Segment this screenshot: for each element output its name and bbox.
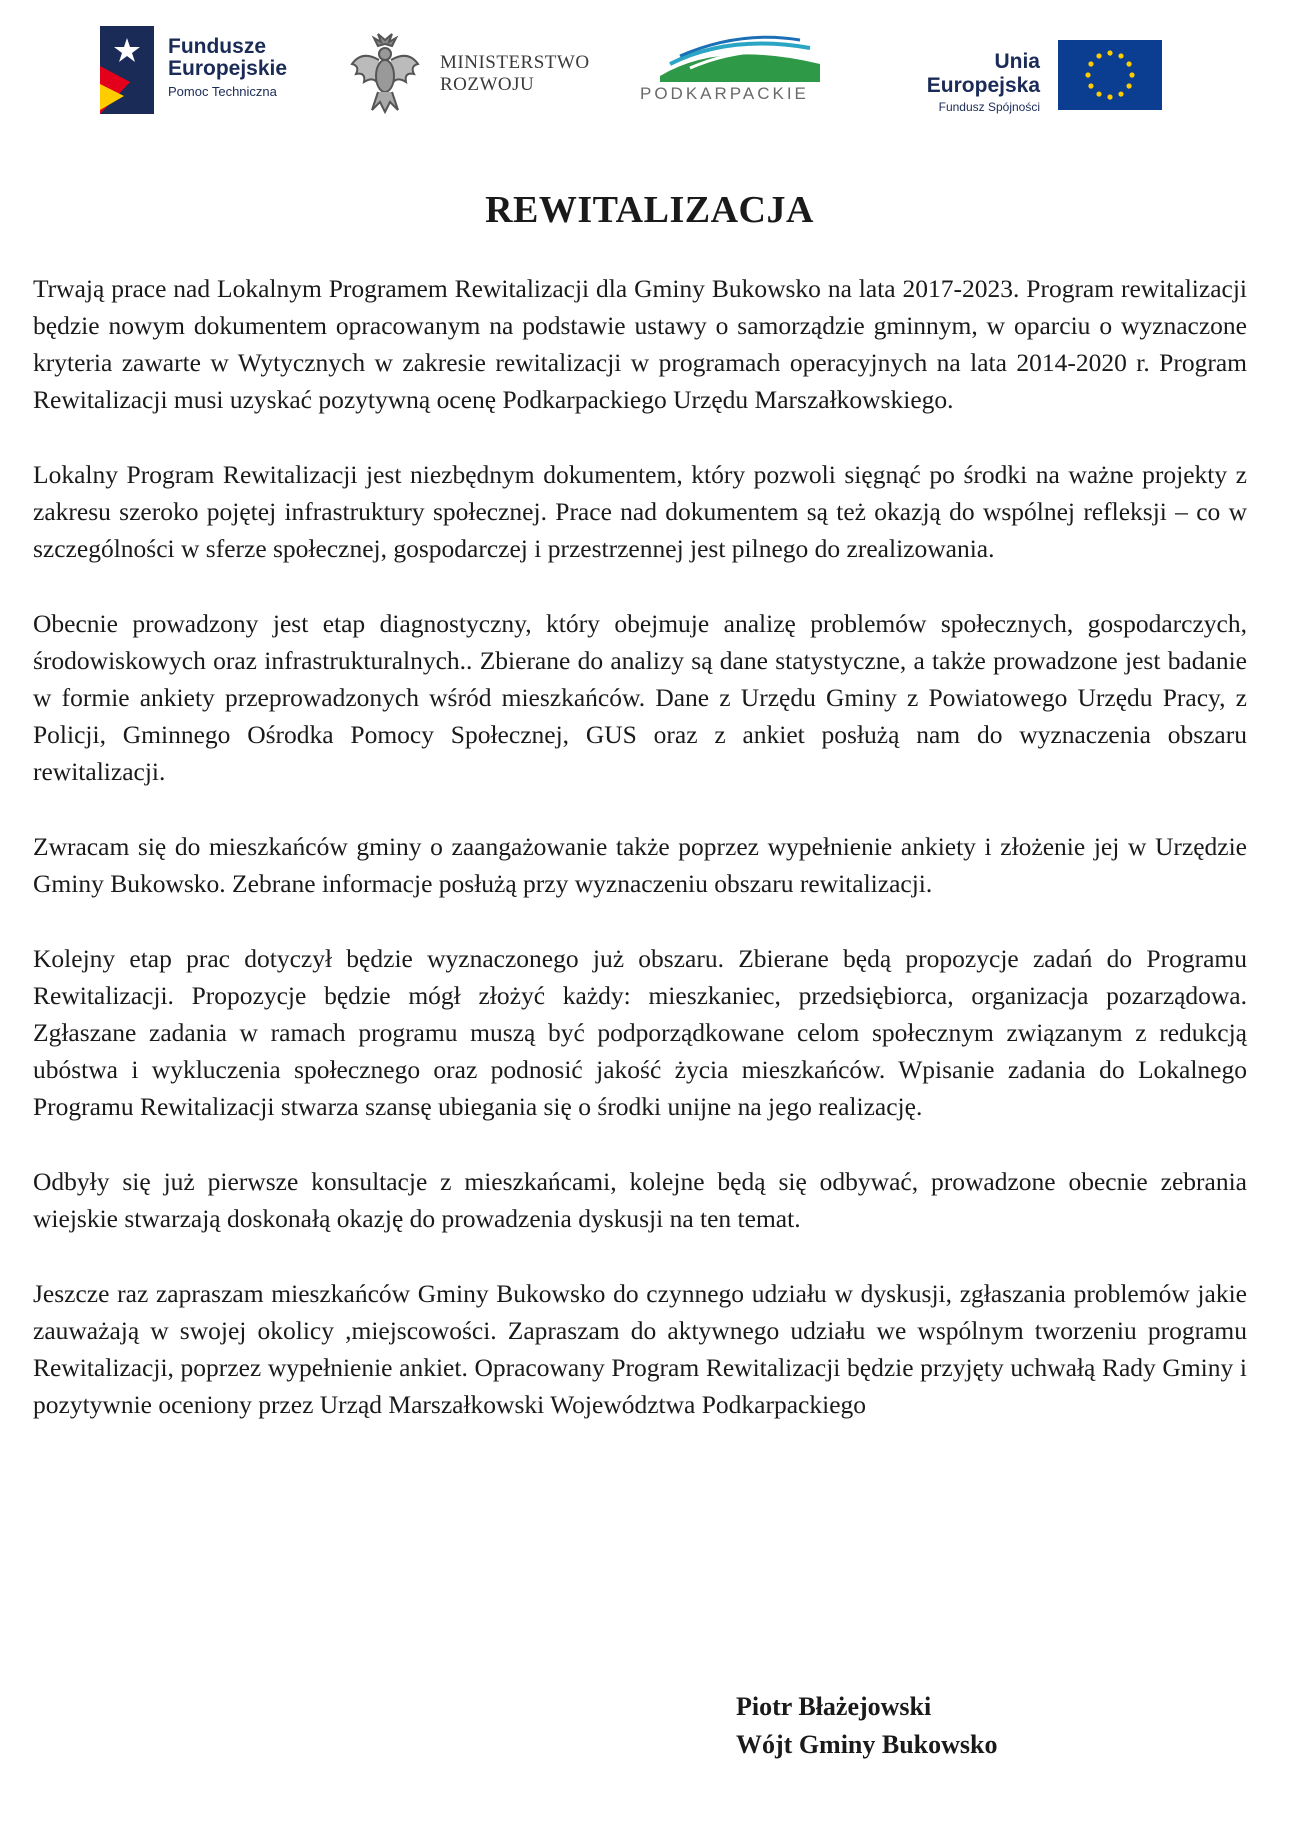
eu-star-icon	[1126, 83, 1131, 88]
signature-name: Piotr Błażejowski	[736, 1692, 932, 1721]
ministry-logo	[348, 14, 638, 124]
eu-logo	[880, 14, 1170, 124]
eu-star-icon	[1096, 91, 1101, 96]
eu-logo-line2: Fundusz Spójności	[938, 100, 1040, 114]
signature-block	[736, 1688, 998, 1764]
funds-logo	[100, 14, 310, 124]
eu-star-icon	[1107, 50, 1112, 55]
document-title: REWITALIZACJA	[485, 189, 814, 231]
eu-flag-icon	[1058, 40, 1162, 110]
ministry-logo-line2: ROZWOJU	[440, 74, 535, 95]
logo-bar	[80, 14, 1170, 124]
paragraph: Kolejny etap prac dotyczył będzie wyznaczonego już obszaru. Zbierane będą propozycje zadań do Programu Rewitalizacji. Propozycje będzie mógł złożyć każdy: mieszkaniec, przedsiębiorca, organizacja pozarządowa. Zgłaszane zadania w ramach programu muszą być podporządkowane celom społecznym związanym z redukcją ubóstwa i wykluczenia społecznego oraz podnosić jakość życia mieszkańców. Wpisanie zadania do Lokalnego Programu Rewitalizacji stwarza szansę ubiegania się o środki unijne na jego realizację.	[33, 944, 1247, 1121]
funds-logo-line1: Fundusze	[168, 35, 266, 58]
eu-logo-line1: Unia Europejska	[926, 50, 1040, 97]
eu-star-icon	[1088, 83, 1093, 88]
paragraph: Lokalny Program Rewitalizacji jest niezbędnym dokumentem, który pozwoli sięgnąć po środki na ważne projekty z zakresu szeroko pojętej infrastruktury społecznej. Prace nad dokumentem są też okazją do wspólnej refleksji – co w szczególności w sferze społecznej, gospodarczej i przestrzennej jest pilnego do zrealizowania.	[33, 460, 1247, 563]
podkarpackie-logo-text: PODKARPACKIE	[640, 84, 809, 103]
eu-star-icon	[1126, 61, 1131, 66]
signature-role: Wójt Gminy Bukowsko	[736, 1730, 998, 1759]
ministry-logo-text	[440, 52, 590, 96]
eu-funds-star-icon	[100, 26, 154, 114]
eu-star-icon	[1118, 53, 1123, 58]
eu-star-icon	[1085, 72, 1090, 77]
paragraph: Trwają prace nad Lokalnym Programem Rewitalizacji dla Gminy Bukowsko na lata 2017-2023. Program rewitalizacji będzie nowym dokumentem opracowanym na podstawie ustawy o samorządzie gminnym, w oparciu o wyznaczone kryteria zawarte w Wytycznych w zakresie rewitalizacji w programach operacyjnych na lata 2014-2020 r. Program Rewitalizacji musi uzyskać pozytywną ocenę Podkarpackiego Urzędu Marszałkowskiego.	[33, 274, 1247, 414]
eu-logo-text	[880, 50, 1040, 116]
document-body	[33, 270, 1247, 1461]
eu-star-icon	[1129, 72, 1134, 77]
eu-star-icon	[1118, 91, 1123, 96]
paragraph: Obecnie prowadzony jest etap diagnostyczny, który obejmuje analizę problemów społecznych, gospodarczych, środowiskowych oraz infrastrukturalnych.. Zbierane do analizy są dane statystyczne, a także prowadzone jest badanie w formie ankiety przeprowadzonych wśród mieszkańców. Dane z Urzędu Gminy z Powiatowego Urzędu Pracy, z Policji, Gminnego Ośrodka Pomocy Społecznej, GUS oraz z ankiet posłużą nam do wyznaczenia obszaru rewitalizacji.	[33, 609, 1247, 786]
eu-star-icon	[1107, 94, 1112, 99]
funds-logo-text	[168, 36, 287, 102]
eu-star-icon	[1096, 53, 1101, 58]
funds-logo-line3: Pomoc Techniczna	[168, 84, 277, 99]
paragraph: Zwracam się do mieszkańców gminy o zaangażowanie także poprzez wypełnienie ankiety i złożenie jej w Urzędzie Gminy Bukowsko. Zebrane informacje posłużą przy wyznaczeniu obszaru rewitalizacji.	[33, 832, 1247, 898]
paragraph: Odbyły się już pierwsze konsultacje z mieszkańcami, kolejne będą się odbywać, prowadzone obecnie zebrania wiejskie stwarzają doskonałą okazję do prowadzenia dyskusji na ten temat.	[33, 1167, 1247, 1233]
podkarpackie-hills-icon	[660, 34, 820, 82]
paragraph: Jeszcze raz zapraszam mieszkańców Gminy Bukowsko do czynnego udziału w dyskusji, zgłaszania problemów jakie zauważają w swojej okolicy ,miejscowości. Zapraszam do aktywnego udziału we wspólnym tworzeniu programu Rewitalizacji, poprzez wypełnienie ankiet. Opracowany Program Rewitalizacji będzie przyjęty uchwałą Rady Gminy i pozytywnie oceniony przez Urząd Marszałkowski Województwa Podkarpackiego	[33, 1279, 1247, 1419]
eu-star-icon	[1088, 61, 1093, 66]
podkarpackie-logo	[640, 14, 840, 124]
funds-logo-line2: Europejskie	[168, 57, 288, 80]
ministry-logo-line1: MINISTERSTWO	[440, 52, 590, 73]
polish-eagle-emblem	[348, 30, 422, 114]
